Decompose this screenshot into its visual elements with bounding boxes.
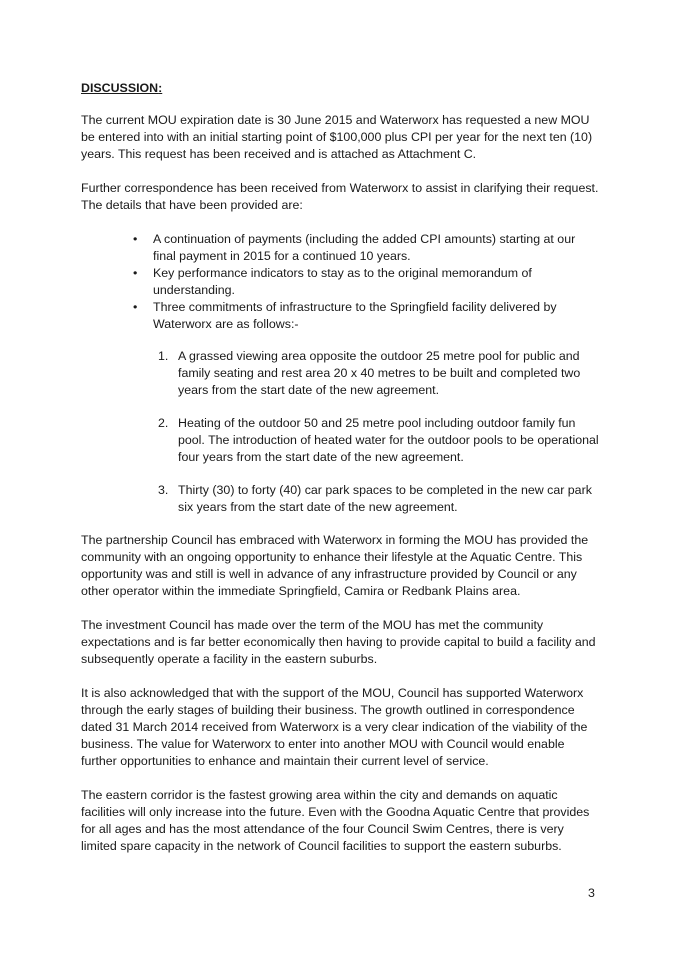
bullet-text: Three commitments of infrastructure to the Springfield facility delivered by Waterworx are as follows:-	[153, 300, 557, 331]
paragraph: Further correspondence has been received from Waterworx to assist in clarifying their request. The details that have been provided are:	[81, 181, 599, 212]
section-heading	[81, 80, 601, 97]
numbered-item	[81, 482, 601, 516]
bullet-item	[81, 231, 601, 265]
item-number: 2.	[158, 416, 169, 430]
bullet-text: A continuation of payments (including the added CPI amounts) starting at our final payment in 2015 for a continued 10 years.	[153, 232, 576, 263]
heading-colon: :	[158, 81, 163, 95]
numbered-list	[81, 348, 601, 516]
item-number: 3.	[158, 483, 169, 497]
bullet-item	[81, 299, 601, 333]
item-text: Heating of the outdoor 50 and 25 metre pool including outdoor family fun pool. The introduction of heated water for the outdoor pools to be operational four years from the start date of the new agreement.	[178, 416, 599, 464]
paragraph: The current MOU expiration date is 30 June 2015 and Waterworx has requested a new MOU be entered into with an initial starting point of $100,000 plus CPI per year for the next ten (10) years. This request has been received and is attached as Attachment C.	[81, 113, 593, 161]
heading-text: DISCUSSION	[81, 81, 159, 95]
item-text: Thirty (30) to forty (40) car park spaces to be completed in the new car park six years from the start date of the new agreement.	[178, 483, 592, 514]
paragraph: The eastern corridor is the fastest growing area within the city and demands on aquatic facilities will only increase into the future. Even with the Goodna Aquatic Centre that provides for all ages and has the most attendance of the four Council Swim Centres, there is very limited spare capacity in the network of Council facilities to support the eastern suburbs.	[81, 788, 590, 853]
bullet-text: Key performance indicators to stay as to the original memorandum of understanding.	[153, 266, 532, 297]
paragraph: The partnership Council has embraced with Waterworx in forming the MOU has provided the community with an ongoing opportunity to enhance their lifestyle at the Aquatic Centre. This opportunity was and still is well in advance of any infrastructure provided by Council or any other operator within the immediate Springfield, Camira or Redbank Plains area.	[81, 533, 589, 598]
bullet-icon: •	[133, 232, 138, 246]
bullet-item	[81, 265, 601, 299]
document-page	[81, 80, 601, 872]
page-number: 3	[588, 886, 595, 900]
bullet-list	[81, 231, 601, 333]
numbered-item	[81, 348, 601, 399]
bullet-icon: •	[133, 266, 138, 280]
paragraph: It is also acknowledged that with the support of the MOU, Council has supported Waterworx through the early stages of building their business. The growth outlined in correspondence dated 31 March 2014 received from Waterworx is a very clear indication of the viability of the business. The value for Waterworx to enter into another MOU with Council would enable further opportunities to enhance and maintain their current level of service.	[81, 686, 588, 768]
bullet-icon: •	[133, 300, 138, 314]
item-number: 1.	[158, 349, 169, 363]
numbered-item	[81, 415, 601, 466]
paragraph: The investment Council has made over the term of the MOU has met the community expectations and is far better economically then having to provide capital to build a facility and subsequently operate a facility in the eastern suburbs.	[81, 618, 596, 666]
item-text: A grassed viewing area opposite the outdoor 25 metre pool for public and family seating and rest area 20 x 40 metres to be built and completed two years from the start date of the new agreement.	[178, 349, 581, 397]
